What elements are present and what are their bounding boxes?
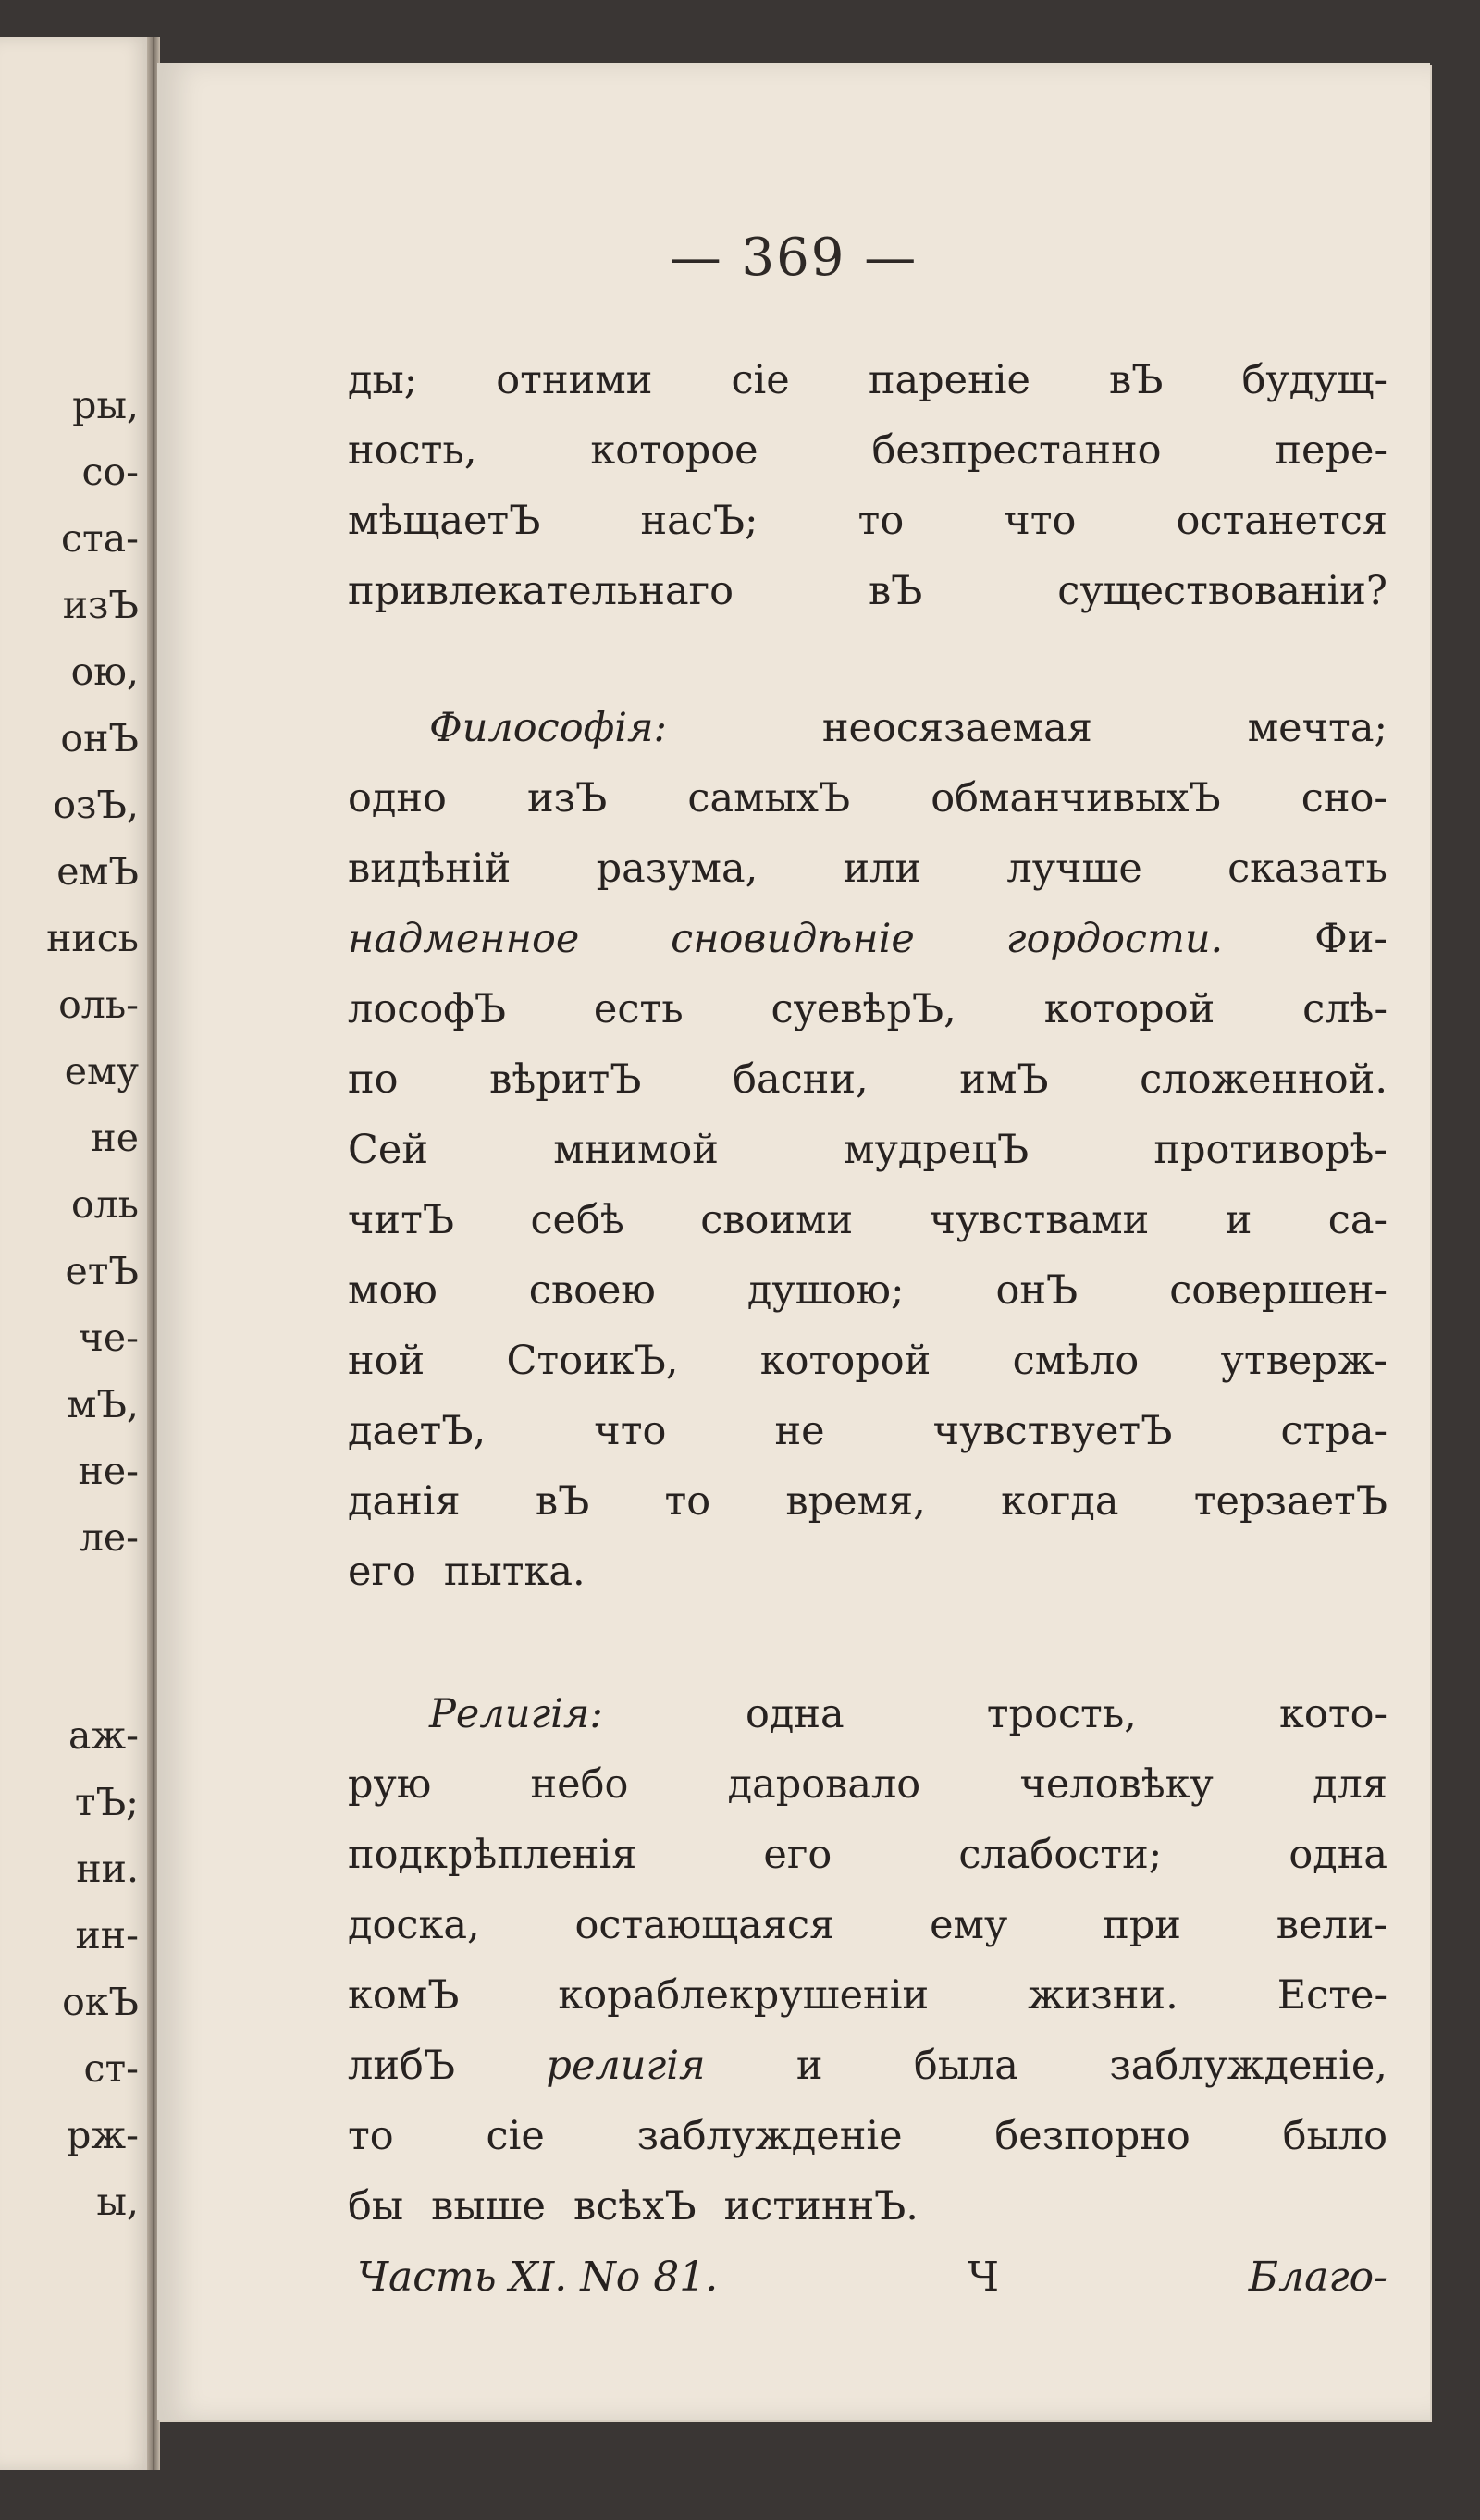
word: сложенной. <box>1140 1056 1388 1103</box>
word: мою <box>348 1267 438 1314</box>
word: мѣщаетЪ <box>348 498 541 544</box>
left-page-line: нись <box>46 916 139 960</box>
word: подкрѣпленiя <box>348 1832 637 1878</box>
text-line <box>348 986 1388 1038</box>
text-line <box>348 498 1388 550</box>
text-line <box>348 2183 1388 2235</box>
word: мнимой <box>553 1127 719 1173</box>
word: одна <box>746 1691 845 1737</box>
word: по <box>348 1056 399 1103</box>
left-page-line: не- <box>78 1449 139 1493</box>
word: рую <box>348 1761 432 1808</box>
word: лучше <box>1006 846 1142 892</box>
word: то <box>348 2113 394 2159</box>
word: противорѣ- <box>1153 1127 1388 1173</box>
left-page-line: рж- <box>67 2113 139 2157</box>
word: заблужденiе, <box>1109 2043 1388 2089</box>
word: что <box>1004 498 1077 544</box>
left-page-line: ему <box>64 1049 139 1093</box>
word: басни, <box>733 1056 869 1103</box>
text-line <box>348 916 1388 968</box>
word: которой <box>1043 986 1215 1032</box>
word: Фи- <box>1314 916 1388 962</box>
word: жизни. <box>1028 1972 1178 2019</box>
word: ной <box>348 1338 426 1384</box>
word: вели- <box>1276 1902 1388 1948</box>
word: разума, <box>596 846 758 892</box>
word: одна <box>1289 1832 1388 1878</box>
word: и <box>796 2043 823 2089</box>
text-line <box>348 1972 1388 2024</box>
word: изЪ <box>527 775 608 821</box>
left-page-line: онЪ <box>60 716 139 760</box>
word: утверж- <box>1220 1338 1388 1384</box>
text-line <box>348 1408 1388 1460</box>
word: слабости; <box>958 1832 1163 1878</box>
text-line <box>348 775 1388 827</box>
word: его <box>348 1549 416 1595</box>
word: остающаяся <box>574 1902 835 1948</box>
word: Религiя: <box>429 1691 603 1737</box>
word: данiя <box>348 1478 461 1525</box>
text-line <box>348 1338 1388 1390</box>
left-page-line: аж- <box>68 1713 139 1758</box>
word: или <box>843 846 922 892</box>
text-line <box>429 1691 1388 1743</box>
word: при <box>1103 1902 1181 1948</box>
word: обманчивыхЪ <box>931 775 1221 821</box>
left-page-line: ст- <box>83 2046 139 2091</box>
word: паренiе <box>868 357 1030 403</box>
word: ему <box>930 1902 1008 1948</box>
word: совершен- <box>1169 1267 1388 1314</box>
word: самыхЪ <box>687 775 851 821</box>
volume-number: Часть XI. No 81. <box>357 2254 719 2301</box>
left-page-line: ры, <box>72 383 139 427</box>
word: кото- <box>1279 1691 1388 1737</box>
text-line <box>348 568 1388 620</box>
word: имЪ <box>959 1056 1049 1103</box>
text-line <box>348 1549 1388 1600</box>
word: для <box>1313 1761 1388 1808</box>
text-line <box>348 427 1388 479</box>
word: останется <box>1176 498 1388 544</box>
word: надменное <box>348 916 580 962</box>
word: даетЪ, <box>348 1408 487 1454</box>
left-page-line: окЪ <box>62 1980 139 2024</box>
word: чувствами <box>929 1197 1150 1243</box>
word: была <box>913 2043 1018 2089</box>
text-line <box>348 357 1388 409</box>
page-footer <box>357 2254 1388 2301</box>
word: привлекательнаго <box>348 568 734 614</box>
word: будущ- <box>1241 357 1388 403</box>
word: вЪ <box>868 568 923 614</box>
word: вЪ <box>1109 357 1164 403</box>
word: небо <box>530 1761 629 1808</box>
word: Есте- <box>1276 1972 1388 2019</box>
word: насЪ; <box>640 498 758 544</box>
word: неосязаемая <box>821 705 1092 751</box>
text-line <box>348 1197 1388 1249</box>
word: видѣнiй <box>348 846 512 892</box>
word: отними <box>496 357 653 403</box>
text-line <box>348 1761 1388 1813</box>
word: кораблекрушенiи <box>558 1972 930 2019</box>
word: выше <box>431 2183 546 2230</box>
word: даровало <box>727 1761 921 1808</box>
word: комЪ <box>348 1972 460 2019</box>
text-line <box>348 1267 1388 1319</box>
word: что <box>594 1408 667 1454</box>
text-line <box>348 1902 1388 1954</box>
word: гордости. <box>1005 916 1224 962</box>
left-page-line: не <box>91 1116 139 1160</box>
left-page-line: ле- <box>79 1515 139 1560</box>
left-page-line: оль- <box>58 982 139 1027</box>
word: которой <box>759 1338 931 1384</box>
word: время, <box>785 1478 926 1525</box>
word: СтоикЪ, <box>506 1338 679 1384</box>
word: его <box>763 1832 832 1878</box>
text-line <box>348 2043 1388 2094</box>
left-page-line: ою, <box>70 649 139 694</box>
text-line <box>348 1832 1388 1884</box>
word: существованiи? <box>1057 568 1388 614</box>
left-page-line: озЪ, <box>53 783 139 827</box>
word: сiе <box>731 357 790 403</box>
word: смѣло <box>1012 1338 1140 1384</box>
word: ды; <box>348 357 418 403</box>
word: Философiя: <box>429 705 667 751</box>
word: человѣку <box>1019 1761 1214 1808</box>
left-page-line: со- <box>81 450 139 494</box>
word: сновидѣнiе <box>671 916 915 962</box>
word: вЪ <box>535 1478 590 1525</box>
word: заблужденiе <box>636 2113 903 2159</box>
word: пытка. <box>443 1549 586 1595</box>
word: безпрестанно <box>871 427 1162 474</box>
word: то <box>664 1478 711 1525</box>
catchword: Благо- <box>1248 2254 1388 2301</box>
text-line <box>348 846 1388 897</box>
word: своими <box>700 1197 854 1243</box>
word: не <box>774 1408 825 1454</box>
word: трость, <box>986 1691 1137 1737</box>
text-line <box>429 705 1388 757</box>
word: и <box>1225 1197 1252 1243</box>
left-page-line: ин- <box>75 1913 139 1958</box>
left-page-line: емЪ <box>56 849 139 894</box>
word: пере- <box>1275 427 1388 474</box>
word: когда <box>1001 1478 1119 1525</box>
left-page-line: мЪ, <box>67 1382 139 1427</box>
word: сно- <box>1301 775 1388 821</box>
word: вѣритЪ <box>489 1056 642 1103</box>
left-page-line: етЪ <box>65 1249 139 1293</box>
word: истиннЪ. <box>723 2183 919 2230</box>
word: ность, <box>348 427 477 474</box>
word: лософЪ <box>348 986 506 1032</box>
word: читЪ <box>348 1197 455 1243</box>
left-page-line: оль <box>70 1182 139 1227</box>
text-line <box>348 1478 1388 1530</box>
word: сiе <box>486 2113 545 2159</box>
right-page <box>157 63 1430 2420</box>
word: сказать <box>1227 846 1388 892</box>
word: одно <box>348 775 447 821</box>
word: было <box>1282 2113 1388 2159</box>
word: религiя <box>546 2043 706 2089</box>
word: мудрецЪ <box>844 1127 1030 1173</box>
left-page-line: ы, <box>96 2180 139 2224</box>
signature-mark: Ч <box>967 2254 999 2301</box>
word: либЪ <box>348 2043 456 2089</box>
word: Сей <box>348 1127 429 1173</box>
word: всѣхЪ <box>573 2183 697 2230</box>
word: слѣ- <box>1302 986 1388 1032</box>
word: бы <box>348 2183 404 2230</box>
left-page-line: че- <box>78 1316 139 1360</box>
word: мечта; <box>1247 705 1388 751</box>
left-page-line: ни. <box>76 1847 139 1891</box>
word: которое <box>590 427 758 474</box>
word: доска, <box>348 1902 480 1948</box>
word: суевѣрЪ, <box>771 986 956 1032</box>
word: то <box>857 498 905 544</box>
left-page <box>0 37 153 2470</box>
text-line <box>348 1127 1388 1179</box>
word: своею <box>528 1267 656 1314</box>
word: себѣ <box>530 1197 624 1243</box>
word: са- <box>1327 1197 1388 1243</box>
left-page-line: тЪ; <box>74 1780 139 1824</box>
word: терзаетЪ <box>1193 1478 1388 1525</box>
word: онЪ <box>995 1267 1079 1314</box>
word: чувствуетЪ <box>932 1408 1173 1454</box>
word: стра- <box>1280 1408 1388 1454</box>
word: есть <box>593 986 684 1032</box>
left-page-line: ста- <box>61 516 139 561</box>
page-number: — 369 — <box>669 228 919 288</box>
text-line <box>348 1056 1388 1108</box>
left-page-line: изЪ <box>62 583 139 627</box>
word: безпорно <box>994 2113 1190 2159</box>
text-line <box>348 2113 1388 2165</box>
word: душою; <box>746 1267 905 1314</box>
